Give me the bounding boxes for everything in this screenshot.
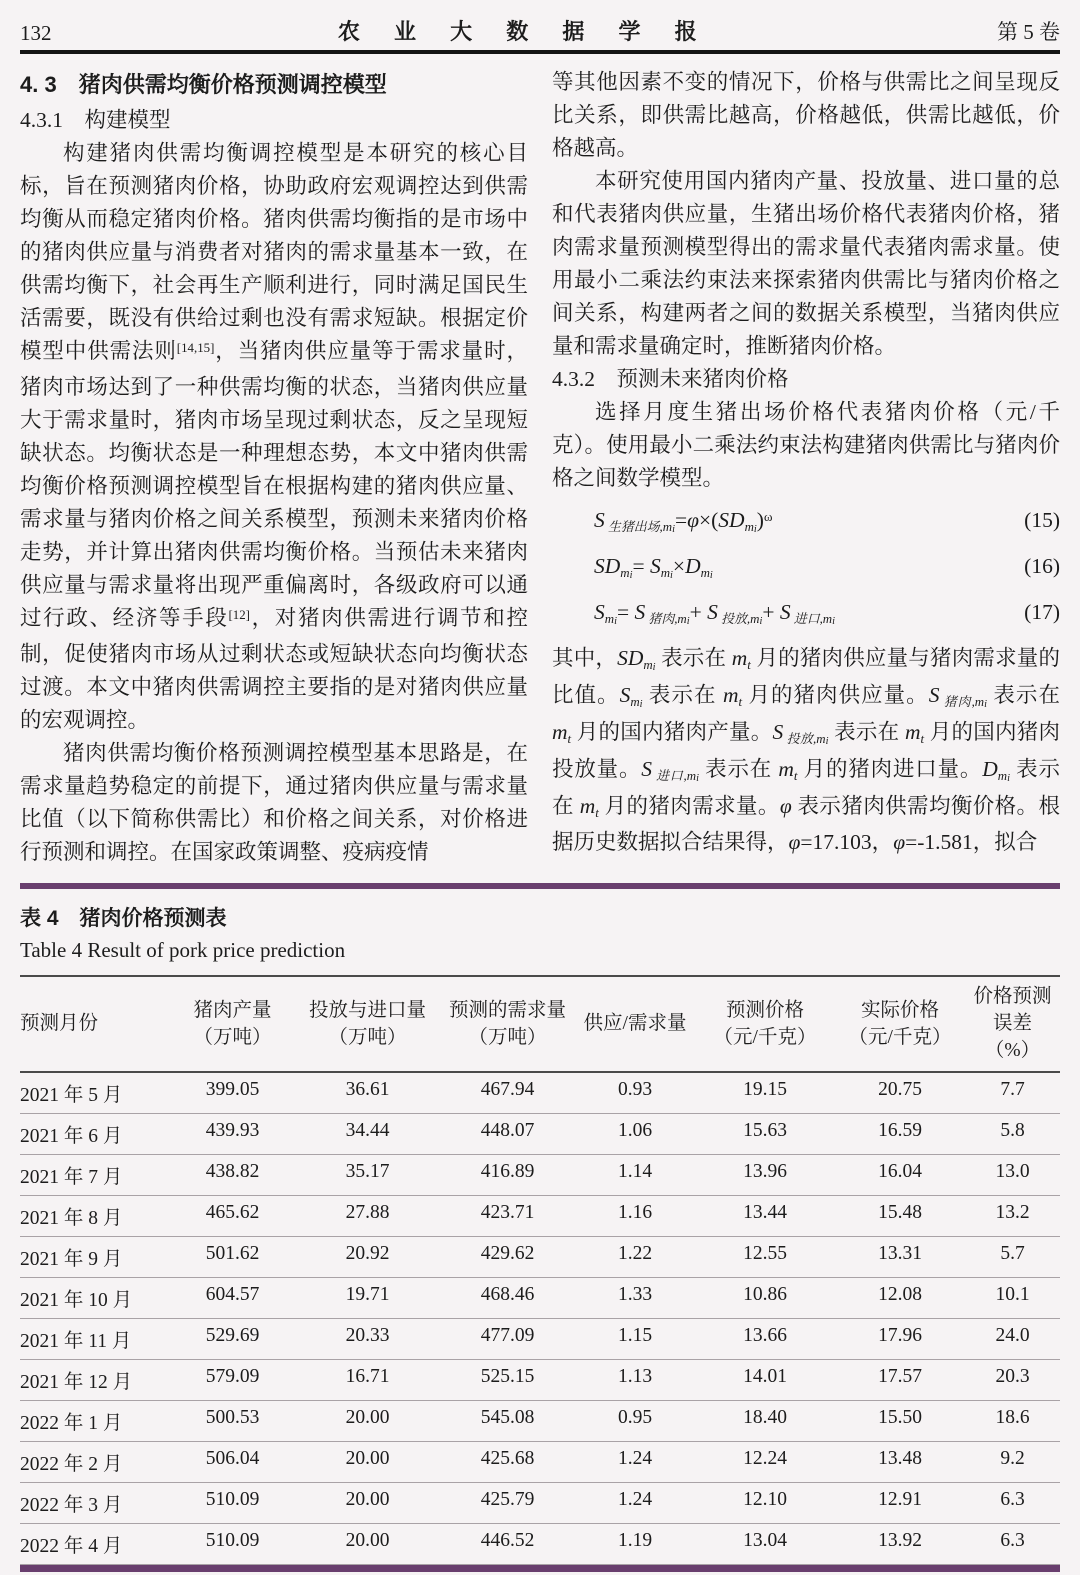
header-line: （万吨） bbox=[193, 1026, 272, 1048]
table-cell: 477.09 bbox=[480, 1325, 535, 1346]
table-cell: 465.62 bbox=[205, 1202, 260, 1223]
text-segment: SD bbox=[718, 508, 745, 532]
paragraph: 等其他因素不变的情况下，价格与供需比之间呈现反比关系，即供需比越高，价格越低，供需比越低，价格越高。 bbox=[552, 70, 1060, 160]
header-line: （万吨） bbox=[468, 1026, 547, 1048]
text-segment: t bbox=[793, 768, 798, 783]
table-cell: 5.8 bbox=[1000, 1120, 1025, 1141]
table-cell: 467.94 bbox=[480, 1079, 535, 1100]
subsection-heading-432: 4.3.2 预测未来猪肉价格 bbox=[552, 367, 789, 391]
table-cell: 1.16 bbox=[617, 1202, 653, 1223]
table-cell: 545.08 bbox=[480, 1407, 535, 1428]
header-line: 价格预测误差 bbox=[973, 986, 1052, 1034]
text-segment: i bbox=[670, 569, 673, 581]
table-cell: 1.19 bbox=[617, 1530, 653, 1551]
text-segment: m bbox=[700, 565, 710, 580]
header-line: 预测的需求量 bbox=[448, 999, 566, 1021]
table-cell: 2021 年 11 月 bbox=[20, 1331, 132, 1352]
table-cell: 579.09 bbox=[205, 1366, 260, 1387]
table-cell: 36.61 bbox=[345, 1079, 390, 1100]
table-cell: 604.57 bbox=[205, 1284, 260, 1305]
table-cell: 14.01 bbox=[743, 1366, 787, 1387]
table-body bbox=[20, 1073, 1060, 1565]
text-segment: S bbox=[619, 683, 631, 707]
text-segment: 构建猪肉供需均衡调控模型是本研究的核心目标，旨在预测猪肉价格，协助政府宏观调控达到供需均衡从而稳定猪肉价格。猪肉供需均衡指的是市场中的猪肉供应量与消费者对猪肉的需求量基本一致，在供需均衡下，社会再生产顺利进行，同时满足国民生活需要，既没有供给过剩也没有需求短缺。根据定价模型中供需法则 bbox=[20, 141, 528, 363]
table-cell: 1.24 bbox=[617, 1448, 653, 1469]
text-segment: 进口,m bbox=[790, 611, 833, 626]
table-cell: 12.55 bbox=[743, 1243, 787, 1264]
section-heading: 4. 3 猪肉供需均衡价格预测调控模型 bbox=[20, 72, 387, 97]
header-line: （元/千克） bbox=[713, 1026, 817, 1048]
text-segment: = bbox=[674, 508, 688, 532]
table-cell: 2021 年 6 月 bbox=[20, 1126, 123, 1147]
text-segment: m bbox=[744, 519, 754, 534]
text-segment: t bbox=[595, 805, 599, 820]
text-segment: 月的猪肉进口量。 bbox=[797, 757, 983, 781]
text-segment: i bbox=[696, 772, 699, 784]
text-segment: 其中， bbox=[552, 646, 618, 670]
text-segment: φ bbox=[893, 830, 906, 854]
text-segment: =-1.581，拟合 bbox=[905, 830, 1038, 854]
text-segment: 月的国内猪肉投放量。 bbox=[552, 720, 1060, 781]
text-segment: 进口,m bbox=[652, 768, 697, 783]
table-cell: 1.15 bbox=[617, 1325, 653, 1346]
table-cell: 510.09 bbox=[205, 1489, 260, 1510]
table-cell: 20.00 bbox=[345, 1448, 390, 1469]
header-line: 猪肉产量 bbox=[193, 999, 272, 1021]
text-segment: t bbox=[747, 657, 751, 672]
text-segment: 猪肉,m bbox=[939, 694, 985, 709]
table-cell: 429.62 bbox=[480, 1243, 535, 1264]
table-cell: 20.75 bbox=[878, 1079, 922, 1100]
table-cell: 500.53 bbox=[205, 1407, 260, 1428]
text-segment: i bbox=[686, 615, 690, 627]
text-segment: m bbox=[660, 565, 671, 580]
table-header-cell bbox=[170, 983, 295, 1064]
text-segment: m bbox=[997, 768, 1008, 783]
table-row bbox=[20, 1073, 1060, 1114]
table-cell: 2022 年 1 月 bbox=[20, 1413, 123, 1434]
table-cell: 13.2 bbox=[995, 1202, 1030, 1223]
paragraph bbox=[20, 137, 528, 737]
text-segment: 表示在 bbox=[828, 720, 905, 744]
table-cell: 6.3 bbox=[1000, 1489, 1025, 1510]
equation-15 bbox=[552, 504, 1060, 541]
table-cell: 20.92 bbox=[345, 1243, 390, 1264]
table-header-cell bbox=[695, 983, 835, 1064]
table-header-cell bbox=[575, 983, 695, 1064]
table-cell: 27.88 bbox=[345, 1202, 390, 1223]
table-cell: 13.0 bbox=[995, 1161, 1030, 1182]
text-segment: = bbox=[616, 600, 635, 624]
equation-number: (16) bbox=[1024, 554, 1060, 578]
table-cell: 2022 年 2 月 bbox=[20, 1454, 123, 1475]
table-cell: 0.95 bbox=[617, 1407, 653, 1428]
table-cell: 438.82 bbox=[205, 1161, 260, 1182]
table-cell: 2021 年 12 月 bbox=[20, 1372, 133, 1393]
text-segment: + bbox=[762, 600, 780, 624]
text-segment: φ bbox=[687, 508, 699, 532]
table-cell: 12.91 bbox=[878, 1489, 922, 1510]
text-segment: 月的猪肉供应量。 bbox=[742, 683, 929, 707]
text-segment: 投放,m bbox=[783, 731, 826, 746]
table-cell: 2021 年 5 月 bbox=[20, 1085, 123, 1106]
equation-body bbox=[552, 550, 996, 587]
text-segment: 表示猪肉供需均衡价格。根据历史数据拟合结果得， bbox=[552, 794, 1060, 854]
text-segment: m bbox=[630, 694, 640, 709]
header-line: 实际价格 bbox=[860, 999, 939, 1021]
table-cell: 510.09 bbox=[205, 1530, 260, 1551]
text-segment: ) bbox=[756, 508, 764, 532]
table-cell: 2021 年 10 月 bbox=[20, 1290, 133, 1311]
text-segment: 表示在 bbox=[986, 683, 1060, 707]
table-cell: 13.48 bbox=[878, 1448, 922, 1469]
text-segment: S bbox=[707, 600, 718, 624]
table-cell: 1.22 bbox=[617, 1243, 653, 1264]
text-segment: i bbox=[629, 569, 633, 581]
table-cell: 15.50 bbox=[878, 1407, 922, 1428]
header-line: （元/千克） bbox=[848, 1026, 952, 1048]
table-row bbox=[20, 1319, 1060, 1360]
table-cell: 13.92 bbox=[878, 1530, 922, 1551]
table-cell: 2021 年 7 月 bbox=[20, 1167, 123, 1188]
text-segment: 生猪出场,m bbox=[604, 519, 673, 534]
text-segment: i bbox=[832, 615, 835, 627]
table-cell: 16.59 bbox=[878, 1120, 922, 1141]
text-segment: m bbox=[579, 794, 596, 818]
paragraph: 猪肉供需均衡价格预测调控模型基本思路是，在需求量趋势稳定的前提下，通过猪肉供应量与需求量比值（以下简称供需比）和价格之间关系，对价格进行预测和调控。在国家政策调整、疫病疫情 bbox=[20, 741, 528, 864]
text-segment: 投放,m bbox=[717, 611, 760, 626]
text-segment: 月的猪肉需求量。 bbox=[598, 794, 780, 818]
table-cell: 423.71 bbox=[480, 1202, 535, 1223]
header-line: 预测月份 bbox=[20, 1013, 99, 1034]
text-segment: 月的猪肉供应量与猪肉需求量的比值。 bbox=[552, 646, 1060, 707]
table-cell: 448.07 bbox=[480, 1120, 535, 1141]
table-cell: 13.31 bbox=[878, 1243, 922, 1264]
text-segment: i bbox=[639, 698, 643, 710]
text-segment: 表示在 bbox=[552, 757, 1060, 818]
table-row bbox=[20, 1360, 1060, 1401]
table-cell: 19.71 bbox=[345, 1284, 390, 1305]
text-segment: S bbox=[779, 600, 791, 624]
equation-body bbox=[552, 504, 996, 541]
table-cell: 529.69 bbox=[205, 1325, 260, 1346]
table-cell: 15.63 bbox=[743, 1120, 787, 1141]
text-segment: ×( bbox=[699, 508, 719, 532]
text-segment: φ bbox=[779, 794, 792, 818]
table-row bbox=[20, 1237, 1060, 1278]
running-head bbox=[20, 0, 1060, 46]
table-cell: 506.04 bbox=[205, 1448, 260, 1469]
table-cell: 10.86 bbox=[743, 1284, 787, 1305]
table-cell: 9.2 bbox=[1000, 1448, 1025, 1469]
text-segment: + bbox=[689, 600, 708, 624]
table-cell: 1.13 bbox=[617, 1366, 653, 1387]
table-cell: 18.6 bbox=[995, 1407, 1030, 1428]
header-line: 投放与进口量 bbox=[308, 999, 426, 1021]
right-column bbox=[552, 66, 1060, 869]
header-line: （万吨） bbox=[328, 1026, 407, 1048]
table-row bbox=[20, 1155, 1060, 1196]
table-cell: 416.89 bbox=[480, 1161, 535, 1182]
text-segment: t bbox=[567, 731, 572, 746]
table-cell: 16.71 bbox=[345, 1366, 390, 1387]
table-row bbox=[20, 1114, 1060, 1155]
text-segment: × bbox=[672, 554, 686, 578]
paragraph: 本研究使用国内猪肉产量、投放量、进口量的总和代表猪肉供应量，生猪出场价格代表猪肉价格，猪肉需求量预测模型得出的需求量代表猪肉需求量。使用最小二乘法约束法来探索猪肉供需比与猪肉价格之间关系，构建两者之间的数据关系模型，当猪肉供应量和需求量确定时，推断猪肉价格。 bbox=[552, 169, 1060, 358]
page-bottom-accent-bar bbox=[20, 1565, 1060, 1572]
table-cell: 1.14 bbox=[617, 1161, 653, 1182]
text-segment: m bbox=[904, 720, 921, 744]
text-segment: i bbox=[984, 698, 987, 710]
table-cell: 1.24 bbox=[617, 1489, 653, 1510]
equation-number: (15) bbox=[1024, 508, 1060, 532]
table-caption-zh: 表 4 猪肉价格预测表 bbox=[20, 907, 227, 930]
table-header-cell bbox=[20, 983, 170, 1064]
table-cell: 525.15 bbox=[480, 1366, 535, 1387]
text-segment: i bbox=[652, 661, 656, 673]
table-cell: 2021 年 8 月 bbox=[20, 1208, 123, 1229]
text-segment: 表示在 bbox=[655, 646, 732, 670]
text-segment: m bbox=[731, 646, 748, 670]
text-segment: S bbox=[634, 600, 646, 624]
table-cell: 10.1 bbox=[995, 1284, 1030, 1305]
table-row bbox=[20, 1524, 1060, 1565]
table-header-cell bbox=[835, 983, 965, 1064]
text-segment: S bbox=[594, 508, 605, 532]
text-segment: i bbox=[709, 569, 713, 581]
table-caption-en: Table 4 Result of pork price prediction bbox=[20, 938, 346, 962]
text-segment: S bbox=[772, 720, 784, 744]
table-header-cell bbox=[965, 983, 1060, 1064]
table-top-accent-bar bbox=[20, 883, 1060, 889]
text-segment: S bbox=[594, 600, 605, 624]
text-segment: t bbox=[920, 731, 925, 746]
text-segment: SD bbox=[594, 554, 621, 578]
table-cell: 468.46 bbox=[480, 1284, 535, 1305]
text-segment: m bbox=[552, 720, 568, 744]
table-cell: 2021 年 9 月 bbox=[20, 1249, 123, 1270]
table-cell: 6.3 bbox=[1000, 1530, 1025, 1551]
text-segment: ，对猪肉供需进行调节和控制，促使猪肉市场从过剩状态或短缺状态向均衡状态过渡。本文中猪肉供需调控主要指的是对猪肉供应量的宏观调控。 bbox=[20, 606, 528, 732]
text-segment: 表示在 bbox=[698, 757, 779, 781]
table-cell: 425.68 bbox=[480, 1448, 535, 1469]
table-cell: 17.96 bbox=[878, 1325, 922, 1346]
table-cell: 24.0 bbox=[995, 1325, 1030, 1346]
text-segment: =17.103， bbox=[800, 830, 894, 854]
table-cell: 17.57 bbox=[878, 1366, 922, 1387]
table-cell: 16.04 bbox=[878, 1161, 922, 1182]
text-segment: S bbox=[649, 554, 661, 578]
table-cell: 20.33 bbox=[345, 1325, 390, 1346]
table-cell: 12.24 bbox=[743, 1448, 787, 1469]
text-segment: S bbox=[641, 757, 653, 781]
table-cell: 1.33 bbox=[617, 1284, 653, 1305]
left-column bbox=[20, 66, 528, 869]
table-cell: 1.06 bbox=[617, 1120, 653, 1141]
text-segment: SD bbox=[617, 646, 644, 670]
text-segment: m bbox=[604, 611, 615, 626]
text-segment: m bbox=[778, 757, 794, 781]
text-segment: ω bbox=[763, 510, 773, 525]
table-cell: 20.3 bbox=[995, 1366, 1030, 1387]
text-segment: t bbox=[738, 694, 743, 709]
paragraph: 选择月度生猪出场价格代表猪肉价格（元/千克）。使用最小二乘法约束法构建猪肉供需比与猪肉价格之间数学模型。 bbox=[552, 400, 1060, 490]
header-line: （%） bbox=[984, 1040, 1041, 1061]
table-row bbox=[20, 1401, 1060, 1442]
table-cell: 7.7 bbox=[1000, 1079, 1025, 1100]
text-segment: φ bbox=[788, 830, 801, 854]
table-cell: 501.62 bbox=[205, 1243, 260, 1264]
table-cell: 446.52 bbox=[480, 1530, 535, 1551]
table-cell: 425.79 bbox=[480, 1489, 535, 1510]
table-cell: 13.96 bbox=[743, 1161, 787, 1182]
text-segment: 表示在 bbox=[642, 683, 723, 707]
text-segment: ，当猪肉供应量等于需求量时，猪肉市场达到了一种供需均衡的状态，当猪肉供应量大于需求量时，猪肉市场呈现过剩状态，反之呈现短缺状态。均衡状态是一种理想态势，本文中猪肉供需均衡价格预测调控模型旨在根据构建的猪肉供应量、需求量与猪肉价格之间关系模型，预测未来猪肉价格走势，并计算出猪肉供需均衡价格。当预估未来猪肉供应量与需求量将出现严重偏离时，各级政府可以通过行政、经济等手段 bbox=[20, 339, 528, 630]
table-cell: 439.93 bbox=[205, 1120, 260, 1141]
table-cell: 34.44 bbox=[345, 1120, 390, 1141]
table-cell: 2022 年 3 月 bbox=[20, 1495, 123, 1516]
table-cell: 13.44 bbox=[743, 1202, 787, 1223]
subsection-heading-431: 4.3.1 构建模型 bbox=[20, 108, 171, 132]
text-segment: i bbox=[759, 615, 763, 627]
text-segment: S bbox=[928, 683, 940, 707]
table-row bbox=[20, 1483, 1060, 1524]
table-cell: 15.48 bbox=[878, 1202, 922, 1223]
table-cell: 12.10 bbox=[743, 1489, 787, 1510]
text-segment: i bbox=[672, 523, 675, 535]
table-cell: 5.7 bbox=[1000, 1243, 1025, 1264]
table-cell: 13.66 bbox=[743, 1325, 787, 1346]
table-row bbox=[20, 1196, 1060, 1237]
volume-label: 第 5 卷 bbox=[997, 20, 1060, 44]
text-segment: [14,15] bbox=[176, 341, 215, 356]
table-cell: 20.00 bbox=[345, 1489, 390, 1510]
equation-body bbox=[552, 596, 996, 633]
equation-17 bbox=[552, 596, 1060, 633]
text-segment: 猪肉,m bbox=[645, 611, 687, 626]
table-cell: 2022 年 4 月 bbox=[20, 1536, 123, 1557]
text-segment: [12] bbox=[228, 608, 250, 623]
table-cell: 20.00 bbox=[345, 1407, 390, 1428]
paragraph bbox=[552, 642, 1060, 859]
table-row bbox=[20, 1442, 1060, 1483]
equation-number: (17) bbox=[1024, 600, 1060, 624]
table-cell: 20.00 bbox=[345, 1530, 390, 1551]
table-cell: 12.08 bbox=[878, 1284, 922, 1305]
text-segment: i bbox=[614, 615, 617, 627]
journal-title: 农 业 大 数 据 学 报 bbox=[337, 19, 711, 44]
table-header-row bbox=[20, 975, 1060, 1073]
text-segment: m bbox=[620, 565, 630, 580]
equation-16 bbox=[552, 550, 1060, 587]
table-cell: 18.40 bbox=[743, 1407, 787, 1428]
header-line: 供应/需求量 bbox=[583, 1013, 687, 1034]
text-segment: i bbox=[753, 523, 757, 535]
table-cell: 0.93 bbox=[617, 1079, 653, 1100]
text-segment: 月的国内猪肉产量。 bbox=[571, 720, 773, 744]
table-header-cell bbox=[440, 983, 575, 1064]
text-segment: i bbox=[1007, 772, 1010, 784]
table-cell: 35.17 bbox=[345, 1161, 390, 1182]
text-segment: D bbox=[685, 554, 701, 578]
text-segment: m bbox=[643, 657, 653, 672]
body-columns bbox=[20, 54, 1060, 869]
table-cell: 19.15 bbox=[743, 1079, 787, 1100]
table-row bbox=[20, 1278, 1060, 1319]
text-segment: m bbox=[722, 683, 739, 707]
text-segment: D bbox=[982, 757, 998, 781]
table-header-cell bbox=[295, 983, 440, 1064]
text-segment: i bbox=[825, 735, 829, 747]
pork-price-table bbox=[20, 975, 1060, 1565]
text-segment: = bbox=[632, 554, 650, 578]
table-cell: 13.04 bbox=[743, 1530, 787, 1551]
page-number: 132 bbox=[20, 21, 52, 45]
table-cell: 399.05 bbox=[205, 1079, 260, 1100]
header-line: 预测价格 bbox=[725, 999, 804, 1021]
